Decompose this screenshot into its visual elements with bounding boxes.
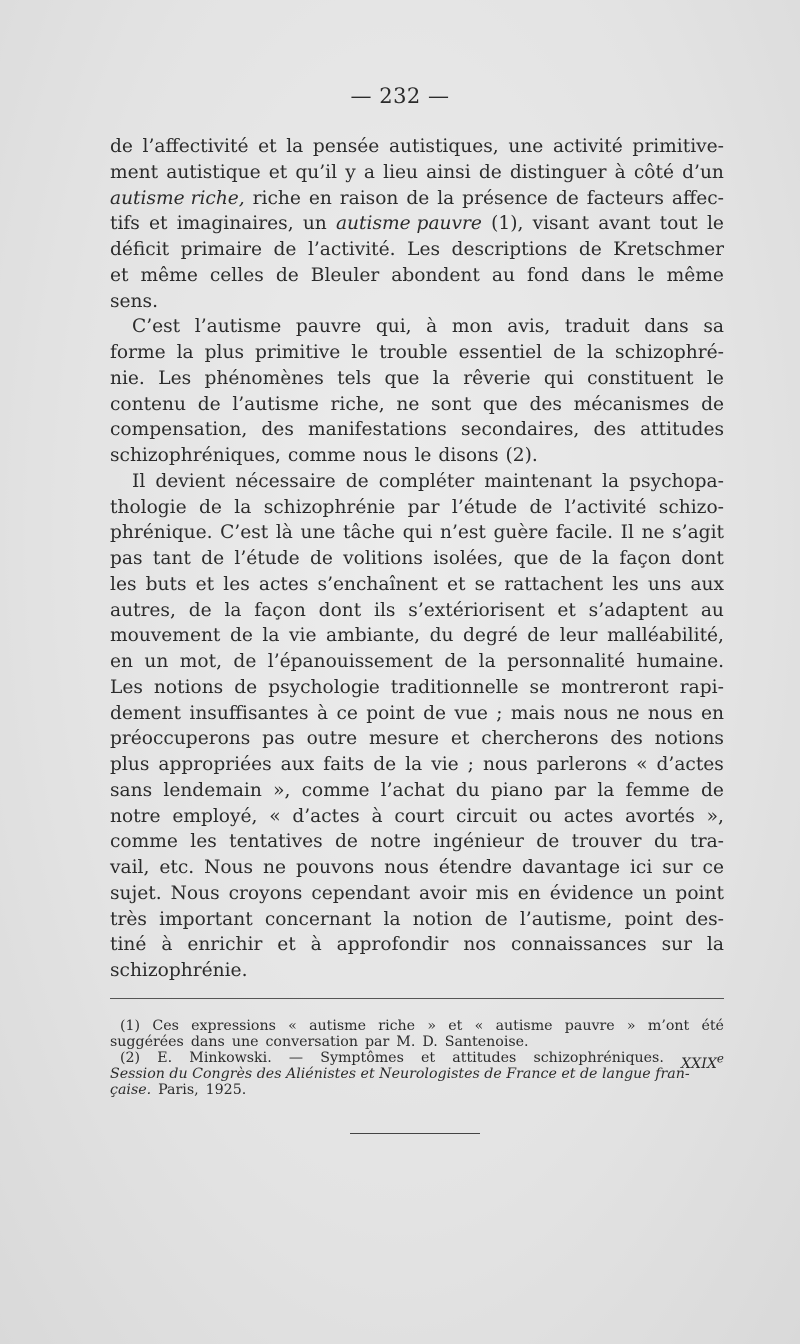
body-line: les buts et les actes s’enchaînent et se rattachent les uns aux (110, 573, 724, 595)
body-line: préoccuperons pas outre mesure et chercherons des notions (110, 728, 724, 750)
body-line: notre employé, « d’actes à court circuit ou actes avortés », (110, 805, 724, 827)
end-ornament-rule (350, 1133, 480, 1134)
body-line: C’est l’autisme pauvre qui, à mon avis, traduit dans sa (132, 316, 724, 338)
footnote-line: suggérées dans une conversation par M. D. Santenoise. (110, 1034, 529, 1050)
body-line: vail, etc. Nous ne pouvons nous étendre davantage ici sur ce (110, 857, 724, 878)
footnote-line: (1) Ces expressions « autisme riche » et « autisme pauvre » m’ont été (120, 1018, 724, 1034)
body-line: sens. (110, 290, 158, 312)
body-line: forme la plus primitive le trouble essentiel de la schizophré- (110, 342, 724, 363)
body-line: schizophrénie. (110, 960, 248, 981)
body-line: Il devient nécessaire de compléter maintenant la psychopa- (132, 470, 724, 492)
footnote-divider (110, 998, 724, 999)
body-text (110, 134, 724, 984)
footnote-line: (2) E. Minkowski. — Symptômes et attitudes schizophréniques. XXIXe (120, 1050, 724, 1072)
body-line: de l’affectivité et la pensée autistiques, une activité primitive- (110, 136, 724, 157)
body-line: dement insuffisantes à ce point de vue ; mais nous ne nous en (110, 702, 724, 724)
body-line: et même celles de Bleuler abondent au fond dans le même (110, 264, 724, 286)
body-line: tifs et imaginaires, un autisme pauvre (1), visant avant tout le (110, 213, 724, 235)
body-line: compensation, des manifestations secondaires, des attitudes (110, 419, 724, 441)
body-line: contenu de l’autisme riche, ne sont que des mécanismes de (110, 393, 724, 415)
body-line: plus appropriées aux faits de la vie ; nous parlerons « d’actes (110, 754, 724, 775)
body-line: pas tant de l’étude de volitions isolées, que de la façon dont (110, 548, 724, 569)
body-line: Les notions de psychologie traditionnelle se montreront rapi- (110, 676, 724, 698)
footnote-line: Session du Congrès des Aliénistes et Neurologistes de France et de langue fran- (110, 1066, 690, 1082)
body-line: autres, de la façon dont ils s’extériorisent et s’adaptent au (110, 599, 724, 621)
footnote-line: çaise. Paris, 1925. (110, 1082, 247, 1098)
body-line: phrénique. C’est là une tâche qui n’est guère facile. Il ne s’agit (110, 522, 724, 544)
body-line: sujet. Nous croyons cependant avoir mis en évidence un point (110, 882, 724, 904)
body-line: tiné à enrichir et à approfondir nos connaissances sur la (110, 934, 724, 956)
body-line: comme les tentatives de notre ingénieur de trouver du tra- (110, 831, 724, 853)
body-line: schizophréniques, comme nous le disons (2). (110, 445, 538, 466)
footnotes (110, 1018, 724, 1098)
body-line: mouvement de la vie ambiante, du degré de leur malléabilité, (110, 625, 724, 647)
body-line: nie. Les phénomènes tels que la rêverie qui constituent le (110, 367, 724, 389)
body-line: sans lendemain », comme l’achat du piano par la femme de (110, 779, 724, 801)
body-line: en un mot, de l’épanouissement de la personnalité humaine. (110, 651, 724, 672)
body-line: très important concernant la notion de l’autisme, point des- (110, 908, 724, 930)
body-line: thologie de la schizophrénie par l’étude de l’activité schizo- (110, 496, 724, 518)
body-line: déficit primaire de l’activité. Les descriptions de Kretschmer (110, 239, 724, 260)
page-number: — 232 — (350, 84, 450, 108)
body-line: autisme riche, riche en raison de la présence de facteurs affec- (110, 187, 724, 209)
body-line: ment autistique et qu’il y a lieu ainsi de distinguer à côté d’un (110, 161, 724, 183)
